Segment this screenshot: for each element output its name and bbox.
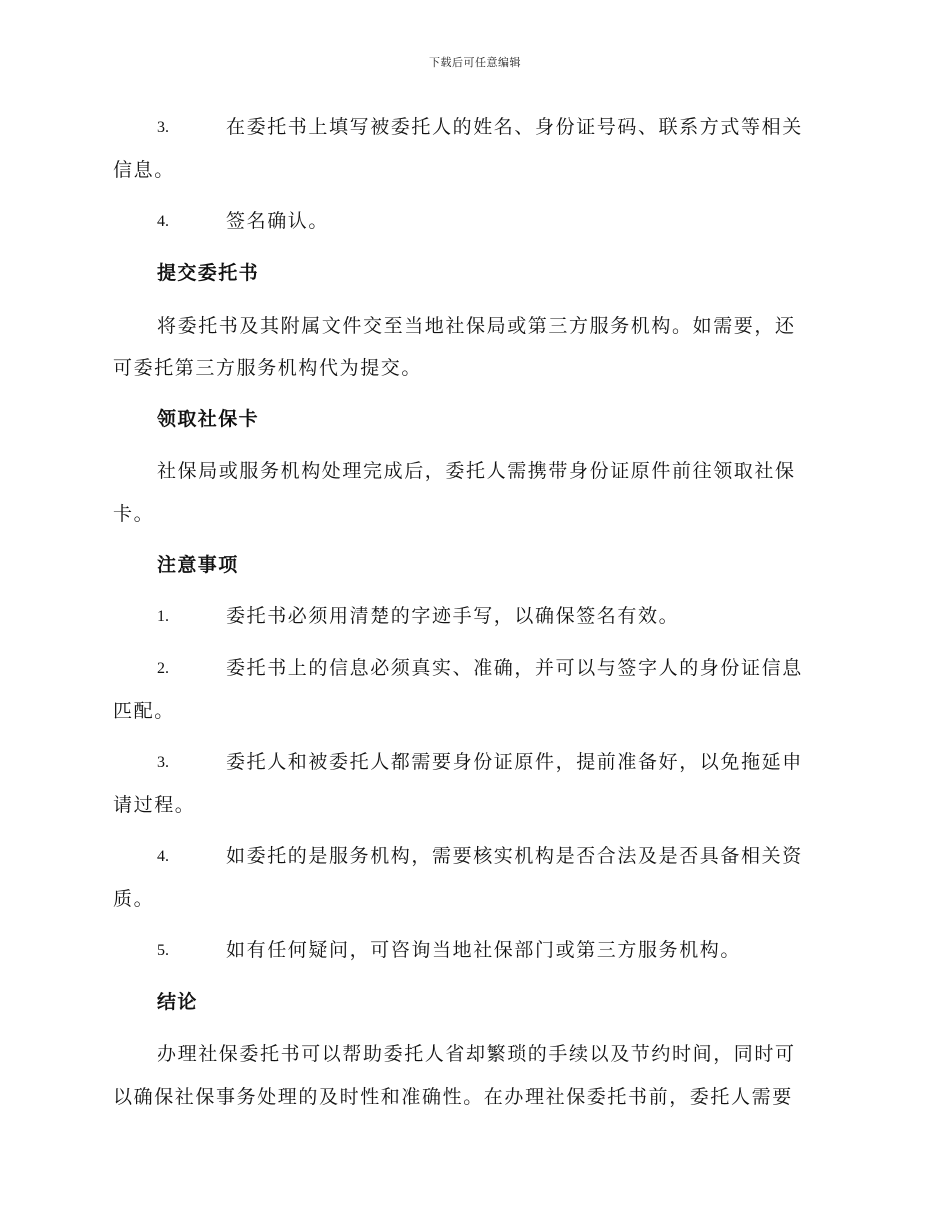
section-paragraph-continued: 可委托第三方服务机构代为提交。 (113, 357, 423, 379)
list-item-text-continued: 质。 (113, 888, 155, 910)
list-item-number: 3. (157, 754, 169, 771)
section-heading: 结论 (157, 991, 198, 1013)
page-header: 下载后可任意编辑 (429, 56, 521, 69)
list-item-text: 如委托的是服务机构，需要核实机构是否合法及是否具备相关资 (226, 845, 803, 867)
section-heading: 领取社保卡 (157, 408, 260, 430)
section-paragraph: 社保局或服务机构处理完成后，委托人需携带身份证原件前往领取社保 (157, 460, 796, 482)
section-heading: 提交委托书 (157, 262, 260, 284)
list-item-number: 5. (157, 942, 169, 959)
list-item-text: 在委托书上填写被委托人的姓名、身份证号码、联系方式等相关 (226, 116, 803, 138)
list-item-text: 签名确认。 (226, 210, 330, 232)
list-item-text: 委托人和被委托人都需要身份证原件，提前准备好，以免拖延申 (226, 751, 803, 773)
list-item-text: 委托书必须用清楚的字迹手写，以确保签名有效。 (226, 605, 680, 627)
list-item-number: 4. (157, 213, 169, 230)
list-item-number: 4. (157, 848, 169, 865)
section-paragraph-continued: 卡。 (113, 503, 155, 525)
list-item-text-continued: 匹配。 (113, 700, 175, 722)
list-item-number: 1. (157, 608, 169, 625)
section-paragraph-continued: 以确保社保事务处理的及时性和准确性。在办理社保委托书前，委托人需要 (113, 1086, 793, 1108)
section-paragraph: 办理社保委托书可以帮助委托人省却繁琐的手续以及节约时间，同时可 (157, 1043, 796, 1065)
list-item-text-continued: 请过程。 (113, 794, 196, 816)
list-item-text: 委托书上的信息必须真实、准确，并可以与签字人的身份证信息 (226, 657, 803, 679)
list-item-number: 2. (157, 660, 169, 677)
list-item-number: 3. (157, 119, 169, 136)
section-paragraph: 将委托书及其附属文件交至当地社保局或第三方服务机构。如需要，还 (157, 315, 796, 337)
list-item-text-continued: 信息。 (113, 159, 175, 181)
section-heading: 注意事项 (157, 554, 239, 576)
list-item-text: 如有任何疑问，可咨询当地社保部门或第三方服务机构。 (226, 939, 742, 961)
